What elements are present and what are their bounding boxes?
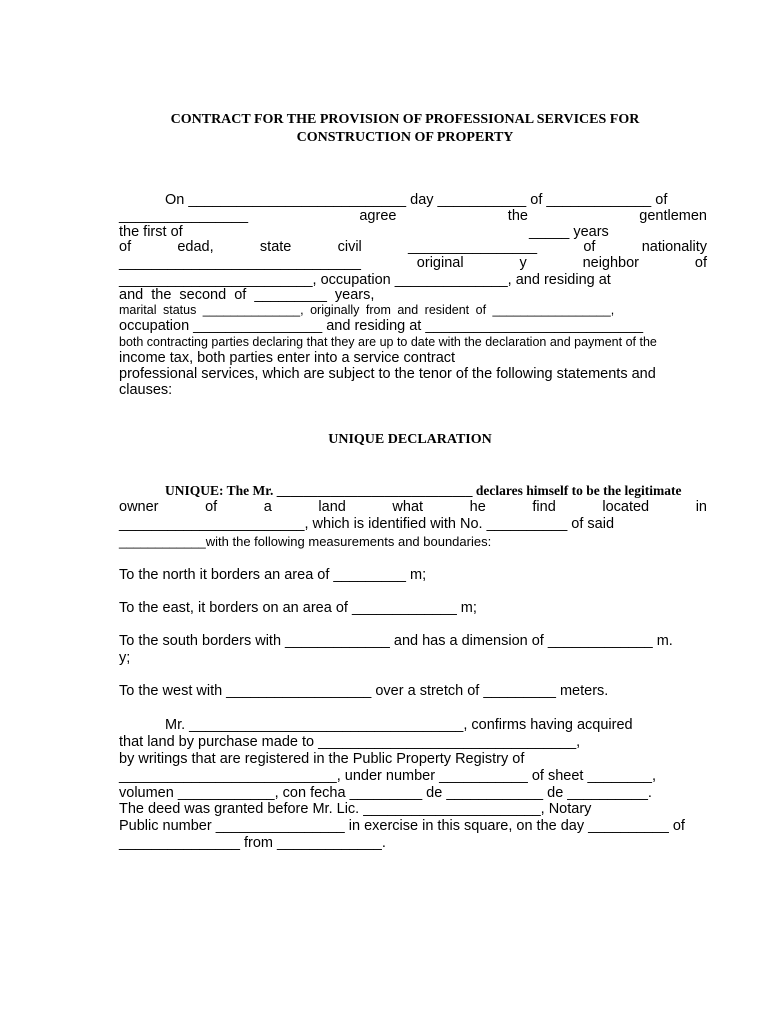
intro-line-12: professional services, which are subject to the tenor of the following statements and [119,366,656,382]
boundary-south-line-1: To the south borders with _____________ and has a dimension of _____________ m. [119,633,673,649]
intro-line-7: and the second of _________ years, [119,287,375,303]
acquisition-line-6: The deed was granted before Mr. Lic. ______________________, Notary [119,801,592,817]
boundary-west: To the west with __________________ over a stretch of _________ meters. [119,683,609,699]
intro-line-10: both contracting parties declaring that they are up to date with the declaration and payment of the [119,335,657,349]
acquisition-line-5: volumen ____________, con fecha _________ de ____________ de __________. [119,785,652,801]
intro-line-3b: _____ years [529,224,609,240]
intro-line-3a: the first of [119,224,183,240]
intro-line-5: ______________________________ original y neighbor of [119,255,707,271]
acquisition-line-7: Public number ________________ in exercise in this square, on the day __________ of [119,818,685,834]
declaration-line-1: UNIQUE: The Mr. _____________________________ declares himself to be the legitimate [165,483,682,498]
acquisition-line-2: that land by purchase made to ________________________________, [119,734,581,750]
title-line-1: CONTRACT FOR THE PROVISION OF PROFESSIONAL SERVICES FOR [170,112,640,127]
intro-line-6: ________________________, occupation ______________, and residing at [119,272,611,288]
acquisition-line-3: by writings that are registered in the Public Property Registry of [119,751,525,767]
declaration-heading: UNIQUE DECLARATION [328,432,492,447]
intro-line-2: ________________ agree the gentlemen [119,208,707,224]
intro-line-1: On ___________________________ day ___________ of _____________ of [165,192,668,208]
declaration-line-2: owner of a land what he find located in [119,499,707,515]
intro-line-11: income tax, both parties enter into a service contract [119,350,456,366]
title-line-2: CONSTRUCTION OF PROPERTY [296,130,514,145]
boundary-south-line-2: y; [119,650,131,666]
intro-line-13: clauses: [119,382,173,398]
boundary-north: To the north it borders an area of _________ m; [119,567,427,583]
acquisition-line-8: _______________ from _____________. [119,835,386,851]
intro-line-8: marital status ______________, originally from and resident of _________________, [119,303,615,317]
declaration-line-4: ____________with the following measurements and boundaries: [119,534,492,549]
declaration-line-3: _______________________, which is identified with No. __________ of said [119,516,615,532]
acquisition-line-4: ___________________________, under number ___________ of sheet ________, [119,768,656,784]
intro-line-4: of edad, state civil ________________ of nationality [119,239,707,255]
intro-line-9: occupation ________________ and residing at ___________________________ [119,318,644,334]
acquisition-line-1: Mr. __________________________________, confirms having acquired [165,717,633,733]
boundary-east: To the east, it borders on an area of _____________ m; [119,600,477,616]
